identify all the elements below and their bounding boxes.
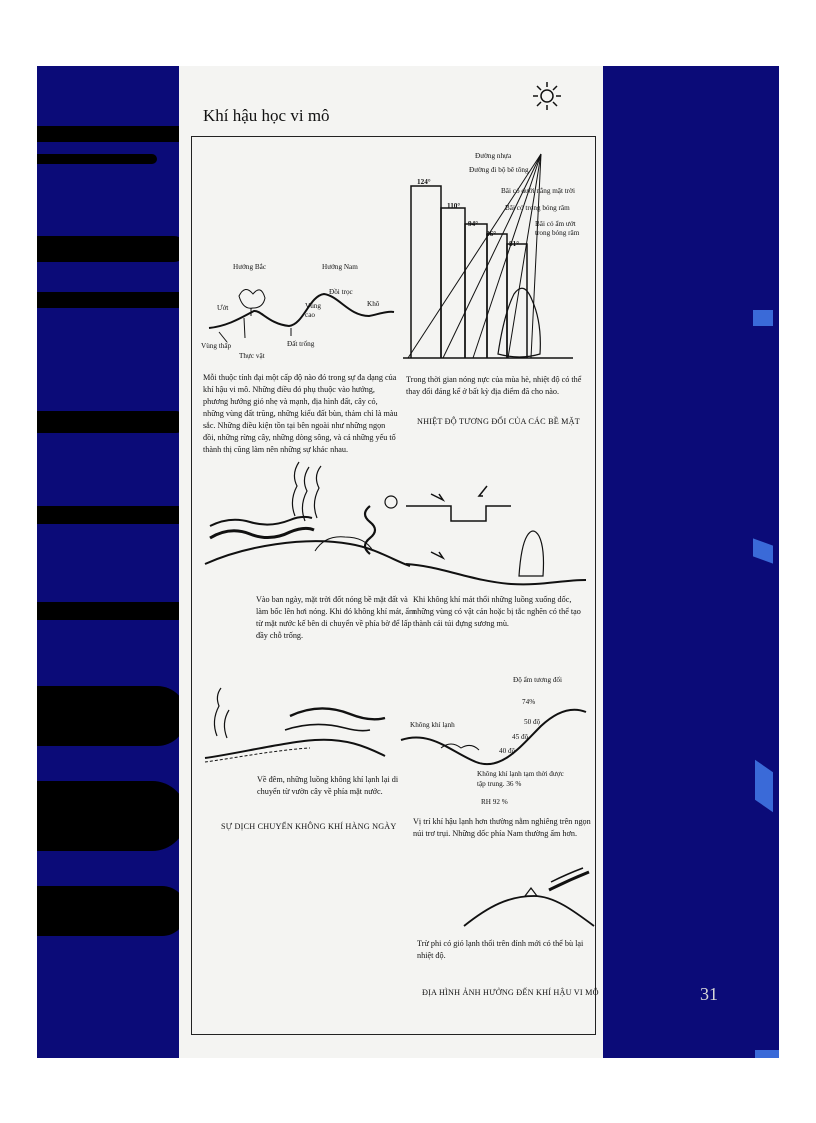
decorative-stripe <box>37 602 187 620</box>
label-sunny-grass: Bãi cỏ dưới nắng mặt trời <box>501 187 575 195</box>
decorative-stripe <box>37 506 187 524</box>
hilltop-wind-diagram <box>459 866 609 936</box>
label-concrete-path: Đường đi bộ bê tông <box>469 166 529 174</box>
page-title: Khí hậu học vi mô <box>203 106 330 125</box>
label-asphalt: Đường nhựa <box>475 152 512 160</box>
decorative-mark <box>753 310 773 326</box>
panel7-text: Trừ phi có gió lạnh thổi trên đỉnh mới có thể bù lại nhiệt độ. <box>417 939 584 960</box>
cold-air-pocket-diagram <box>401 476 591 586</box>
temp-81: 81° <box>509 240 520 248</box>
label-45-degrees: 45 độ <box>512 733 529 741</box>
label-rh: RH 92 % <box>481 798 508 806</box>
daytime-breeze-diagram <box>205 466 415 576</box>
panel2-text: Trong thời gian nóng nực của mùa hè, nhiệt độ có thể thay đổi đáng kể ở bất kỳ địa điểm đã cho nào. <box>406 375 582 396</box>
scanned-page <box>179 66 603 1058</box>
decorative-stripe <box>37 781 187 851</box>
label-vegetation: Thực vật <box>239 352 265 360</box>
label-cold-air: Không khí lạnh <box>410 721 455 729</box>
panel7-caption: ĐỊA HÌNH ẢNH HƯỞNG ĐẾN KHÍ HẬU VI MÔ <box>422 988 599 997</box>
decorative-stripe <box>37 411 187 433</box>
slide-number: 31 <box>700 984 718 1004</box>
label-south: Hướng Nam <box>322 263 358 271</box>
temp-110: 110° <box>447 202 461 210</box>
terrain-diagram <box>199 266 399 366</box>
decorative-stripe <box>37 126 187 142</box>
label-bare-hill: Đồi trọc <box>329 288 353 296</box>
panel5-caption: SỰ DỊCH CHUYỂN KHÔNG KHÍ HÀNG NGÀY <box>221 822 397 831</box>
decorative-stripe <box>37 292 187 308</box>
decorative-mark <box>755 1050 779 1058</box>
decorative-mark <box>755 760 773 813</box>
label-relative-humidity: Độ ẩm tương đối <box>513 676 563 684</box>
label-wet-shaded-grass: Bãi cỏ ẩm ướt trong bóng râm <box>535 220 580 237</box>
label-cold-air-concentrated: Không khí lạnh tạm thời được tập trung. 36 % <box>477 770 564 788</box>
label-lowland: Vùng thấp <box>201 342 232 350</box>
decorative-stripe <box>37 154 157 164</box>
label-50-degrees: 50 độ <box>524 718 541 726</box>
label-wet: Ướt <box>217 304 229 312</box>
panel3-text: Vào ban ngày, mặt trời đốt nóng bề mặt đất và làm bốc lên hơi nóng. Khi đó không khí mát, ẩm từ mặt nước kế bên di chuyển về phía bờ để lấp đầy chỗ trống. <box>256 595 416 640</box>
panel4-text: Khi không khí mát thổi những luồng xuống dốc, những vùng có vật cản hoặc bị tắc nghẽn có thể tạo thành cái túi đựng sương mù. <box>413 595 581 628</box>
label-highland: Vùng cao <box>305 302 321 319</box>
label-shaded-grass: Bãi cỏ trong bóng râm <box>505 204 570 212</box>
label-40-degrees: 40 độ <box>499 747 516 755</box>
panel2-caption: NHIỆT ĐỘ TƯƠNG ĐỐI CỦA CÁC BỀ MẶT <box>417 417 580 426</box>
temp-86: 86° <box>486 230 497 238</box>
decorative-stripe <box>37 886 187 936</box>
label-north: Hướng Bắc <box>233 263 267 271</box>
temp-124: 124° <box>417 178 431 186</box>
temp-94: 94° <box>468 220 479 228</box>
decorative-stripe <box>37 686 187 746</box>
night-breeze-diagram <box>205 676 405 776</box>
panel6-text: Vị trí khí hậu lạnh hơn thường nằm nghiêng trên ngọn núi trơ trụi. Những dốc phía Nam thường ấm hơn. <box>413 817 591 838</box>
label-74-percent: 74% <box>522 698 536 706</box>
label-dry: Khô <box>367 300 380 308</box>
label-bare-soil: Đất trống <box>287 340 315 348</box>
panel5-text: Về đêm, những luồng không khí lạnh lại di chuyển từ vườn cây về phía mặt nước. <box>257 775 399 796</box>
decorative-stripe <box>37 236 187 262</box>
decorative-mark <box>753 538 773 563</box>
panel1-text: Mỗi thuộc tính đại một cấp độ nào đó trong sự đa dạng của khí hậu vi mô. Những điều đó phụ thuộc vào hướng, phương hướng gió nhẹ và mạnh, địa hình đất, cây cỏ, những vùng đất trũng, những kiểu đất bùn, thảm chỉ là màu sắc. Những điều kiện tồn tại bên ngoài như những ngọn đồi, những rừng cây, những dòng sông, và cả những yếu tố thành thị cũng làm nên những sự khác nhau. <box>203 373 398 454</box>
